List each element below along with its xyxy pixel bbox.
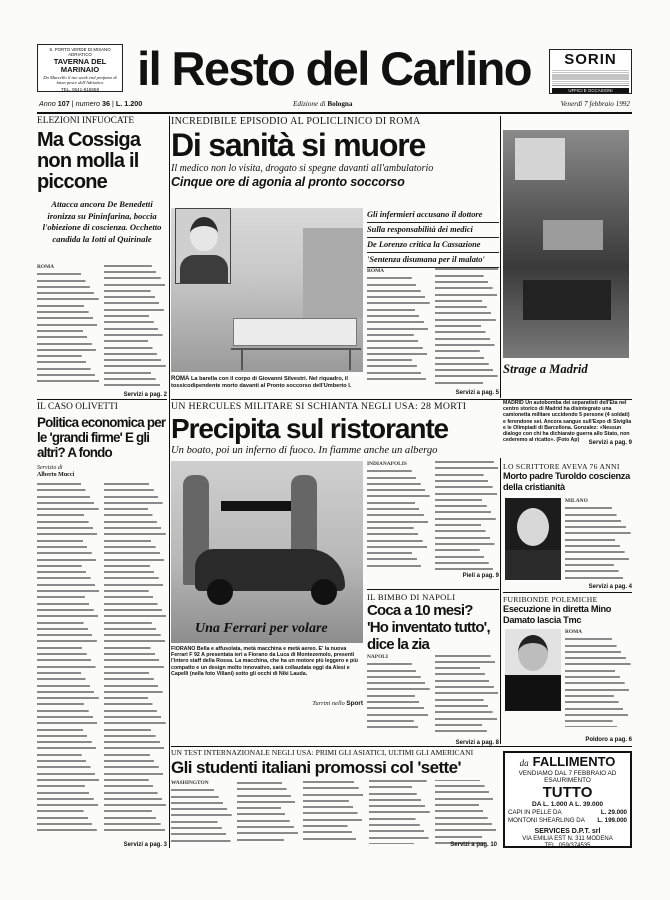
studenti-kicker: UN TEST INTERNAZIONALE NEGLI USA: PRIMI GLI ASIATICI, ULTIMI GLI AMERICANI (171, 748, 474, 757)
ferrari-photo (171, 461, 363, 643)
ferrari-caption (171, 646, 363, 677)
madrid-page-ref: Servizi a pag. 9 (588, 440, 632, 446)
mino-page-ref: Poldoro a pag. 6 (585, 737, 632, 743)
studenti-body (171, 780, 497, 844)
olivetti-headline: Politica economica per le 'grandi firme' E gli altri? A fondo (37, 415, 166, 460)
ferrari-headline: Una Ferrari per volare (195, 621, 328, 636)
cossiga-headline: Ma Cossiga non molla il piccone (37, 129, 141, 193)
masthead-right-ad (549, 49, 632, 94)
olivetti-byline-label: Servizio di (37, 465, 63, 471)
left-ad-line3: Da Marcello il tuo week end profumo di buon pesce dell'Adriatico (43, 75, 117, 86)
sanita-box2: Sulla responsabilità dei medici (367, 223, 499, 238)
edition (293, 99, 353, 109)
ristorante-deck: Un boato, poi un inferno di fuoco. In fiamme anche un albergo (171, 445, 438, 456)
anno-label: Anno (39, 99, 56, 108)
turoldo-page-ref: Servizi a pag. 4 (588, 584, 632, 590)
olivetti-article (37, 402, 167, 848)
sanita-page-ref: Servizi a pag. 5 (455, 390, 499, 396)
driver-right (291, 475, 317, 555)
fallimento-price-line3-value: L. 199.000 (597, 816, 627, 824)
anno-value: 107 (57, 99, 70, 108)
stretcher-shape (233, 318, 357, 346)
cossiga-deck2: ironizza su Pininfarina, boccia (47, 210, 157, 221)
ferrari-ref-section: Sport (346, 700, 363, 707)
cossiga-article (37, 116, 167, 398)
olivetti-byline: Alberto Mucci (37, 472, 75, 478)
sanita-side-boxes (367, 208, 499, 268)
turoldo-headline: Morto padre Turoldo coscienza della cristianità (503, 471, 630, 492)
sanita-body (367, 268, 499, 384)
price: L. 1.200 (115, 99, 143, 108)
fallimento-price-line2-value: L. 29.000 (600, 808, 627, 816)
bimbo-dateline: NAPOLI (367, 654, 388, 660)
turoldo-kicker: LO SCRITTORE AVEVA 76 ANNI (503, 462, 620, 471)
mino-article (503, 595, 632, 743)
cossiga-deck3: l'obiezione di coscienza. Occhetto (42, 222, 162, 232)
fallimento-price-line2-label: CAPI IN PELLE DA (508, 808, 562, 816)
madrid-caption-block (503, 400, 632, 456)
sanita-caption-text: La barella con il corpo di Giovanni Silvestri. Nel riquadro, il tossicodipendente morto davanti al Pronto soccorso dell'Umberto I. (171, 376, 352, 389)
left-ad-line1: S. PORTO VERDE DI MISANO ADRIATICO (49, 47, 111, 57)
fallimento-ad (503, 751, 632, 848)
sanita-caption (171, 376, 363, 390)
masthead-rule (37, 112, 632, 114)
ferrari-ref-prefix: Turrini nello (312, 700, 345, 707)
studenti-article (171, 748, 497, 848)
bimbo-kicker: IL BIMBO DI NAPOLI (367, 592, 456, 602)
sanita-box4: 'Sentenza disumana per il malato' (367, 253, 499, 268)
numero-label: numero (75, 99, 101, 108)
mino-photo (505, 629, 561, 711)
sanita-headline: Di sanità si muore (171, 127, 426, 163)
left-ad-phone: TEL. 0541-615658 (60, 87, 100, 93)
mino-kicker: FURIBONDE POLEMICHE (503, 595, 598, 604)
ferrari-caption-text: Bella e affusolata, metà macchina e metà aereo. E' la nuova Ferrari F 92 A presentata ieri a Fiorano da Luca di Montezemolo, presenti l'intero staff della Rossa. La macchina, che ha un motore più leggero e più compatto e un design molto innovativo, sarà collaudata oggi da Alesi e Capelli (nella foto Villani) sotto gli occhi di Niki Lauda. (171, 646, 358, 677)
cossiga-deck1: Attacca ancora De Benedetti (51, 199, 153, 209)
olivetti-body (37, 480, 167, 836)
madrid-photo (503, 130, 629, 358)
issue-info: Anno 107 | numero 36 | L. 1.200 (39, 99, 143, 108)
bimbo-article (367, 592, 499, 746)
ristorante-body (367, 461, 499, 571)
fallimento-title: FALLIMENTO (532, 754, 616, 769)
mino-dateline: ROMA (565, 629, 583, 635)
turoldo-article (503, 462, 632, 590)
left-ad-line2: TAVERNA DEL MARINAIO (53, 57, 107, 74)
cossiga-deck4: candida la Iotti al Quirinale (52, 233, 152, 244)
fallimento-tutto: TUTTO (542, 783, 593, 801)
madrid-caption-text: Un autobomba dei separatisti dell'Eta nel centro storico di Madrid ha disintegrato una camionetta militare uccidendo 5 persone (4 soldati) e ferendone sei. Ancora sangue sull'Expo di Siviglia e le Olimpiadi di Barcellona. Gonzalez: «Nessun dialogo con chi ha dichiarato guerra allo Stato, non cederemo al ricatto». (Foto Ap) (503, 400, 632, 444)
madrid-article (503, 116, 632, 398)
olivetti-page-ref: Servizi a pag. 3 (123, 842, 167, 848)
right-ad-brand: SORIN (564, 51, 617, 68)
sanita-box1: Gli infermieri accusano il dottore (367, 208, 499, 223)
fallimento-line1: VENDIAMO DAL 7 FEBBRAIO AD ESAURIMENTO (518, 770, 617, 785)
ferrari-ref (300, 700, 363, 707)
sanita-article (171, 116, 499, 398)
studenti-headline: Gli studenti italiani promossi col 'sette' (171, 758, 461, 777)
numero-value: 36 (102, 99, 111, 108)
madrid-caption-lead: MADRID (503, 400, 524, 406)
mino-headline: Esecuzione in diretta Mino Damato lascia Tmc (503, 604, 612, 625)
issue-date: Venerdì 7 febbraio 1992 (560, 100, 630, 108)
sanita-kicker: INCREDIBILE EPISODIO AL POLICLINICO DI ROMA (171, 116, 421, 127)
cossiga-body (37, 264, 167, 386)
ferrari-caption-lead: FIORANO (171, 646, 196, 652)
sanita-deck2: Cinque ore di agonia al pronto soccorso (171, 175, 405, 189)
cossiga-kicker: ELEZIONI INFUOCATE (37, 116, 135, 126)
sanita-photo-portrait (175, 208, 231, 284)
madrid-headline: Strage a Madrid (503, 362, 588, 376)
sanita-deck: Il medico non lo visita, drogato si spegne davanti all'ambulatorio (171, 163, 434, 174)
edition-prefix: Edizione di (293, 100, 326, 108)
fallimento-price-line3-label: MONTONI SHEARLING DA (508, 816, 585, 824)
bimbo-headline1: Coca a 10 mesi? (367, 602, 473, 619)
cossiga-dateline: ROMA (37, 264, 55, 270)
ristorante-kicker: UN HERCULES MILITARE SI SCHIANTA NEGLI USA: 28 MORTI (171, 401, 467, 412)
fallimento-phone: TEL. 059/374535 (544, 842, 591, 849)
right-ad-line: UFFICI E OCCASIONI (552, 88, 629, 93)
bimbo-page-ref: Servizi a pag. 8 (455, 740, 499, 746)
cossiga-page-ref: Servizi a pag. 2 (123, 392, 167, 398)
olivetti-kicker: IL CASO OLIVETTI (37, 402, 118, 412)
turoldo-photo (505, 498, 561, 580)
fallimento-address: VIA EMILIA EST N. 311 MODENA (522, 835, 613, 842)
sanita-caption-lead: ROMA (171, 376, 190, 382)
masthead-left-ad (37, 44, 123, 92)
edition-name: Bologna (327, 100, 353, 108)
mino-body (565, 629, 632, 727)
studenti-page-ref: Servizi a pag. 10 (450, 842, 497, 848)
right-ad-fineprint (552, 69, 629, 87)
fallimento-title-prefix: da (519, 758, 529, 768)
bimbo-headline2: 'Ho inventato tutto', dice la zia (367, 619, 490, 653)
turoldo-dateline: MILANO (565, 498, 588, 504)
fallimento-price-line1: DA L. 1.000 A L. 39.000 (531, 800, 604, 808)
fallimento-company: SERVICES D.P.T. srl (534, 827, 601, 835)
masthead-title: il Resto del Carlino (137, 42, 531, 95)
bimbo-body (367, 654, 499, 732)
ristorante-headline: Precipita sul ristorante (171, 413, 449, 444)
sanita-dateline: ROMA (367, 268, 385, 274)
turoldo-body (565, 498, 632, 580)
sanita-box3: De Lorenzo critica la Cassazione (367, 238, 499, 253)
ristorante-page-ref: Pieli a pag. 9 (462, 573, 499, 579)
studenti-dateline: WASHINGTON (171, 780, 209, 786)
ristorante-dateline: INDIANAPOLIS (367, 461, 407, 467)
